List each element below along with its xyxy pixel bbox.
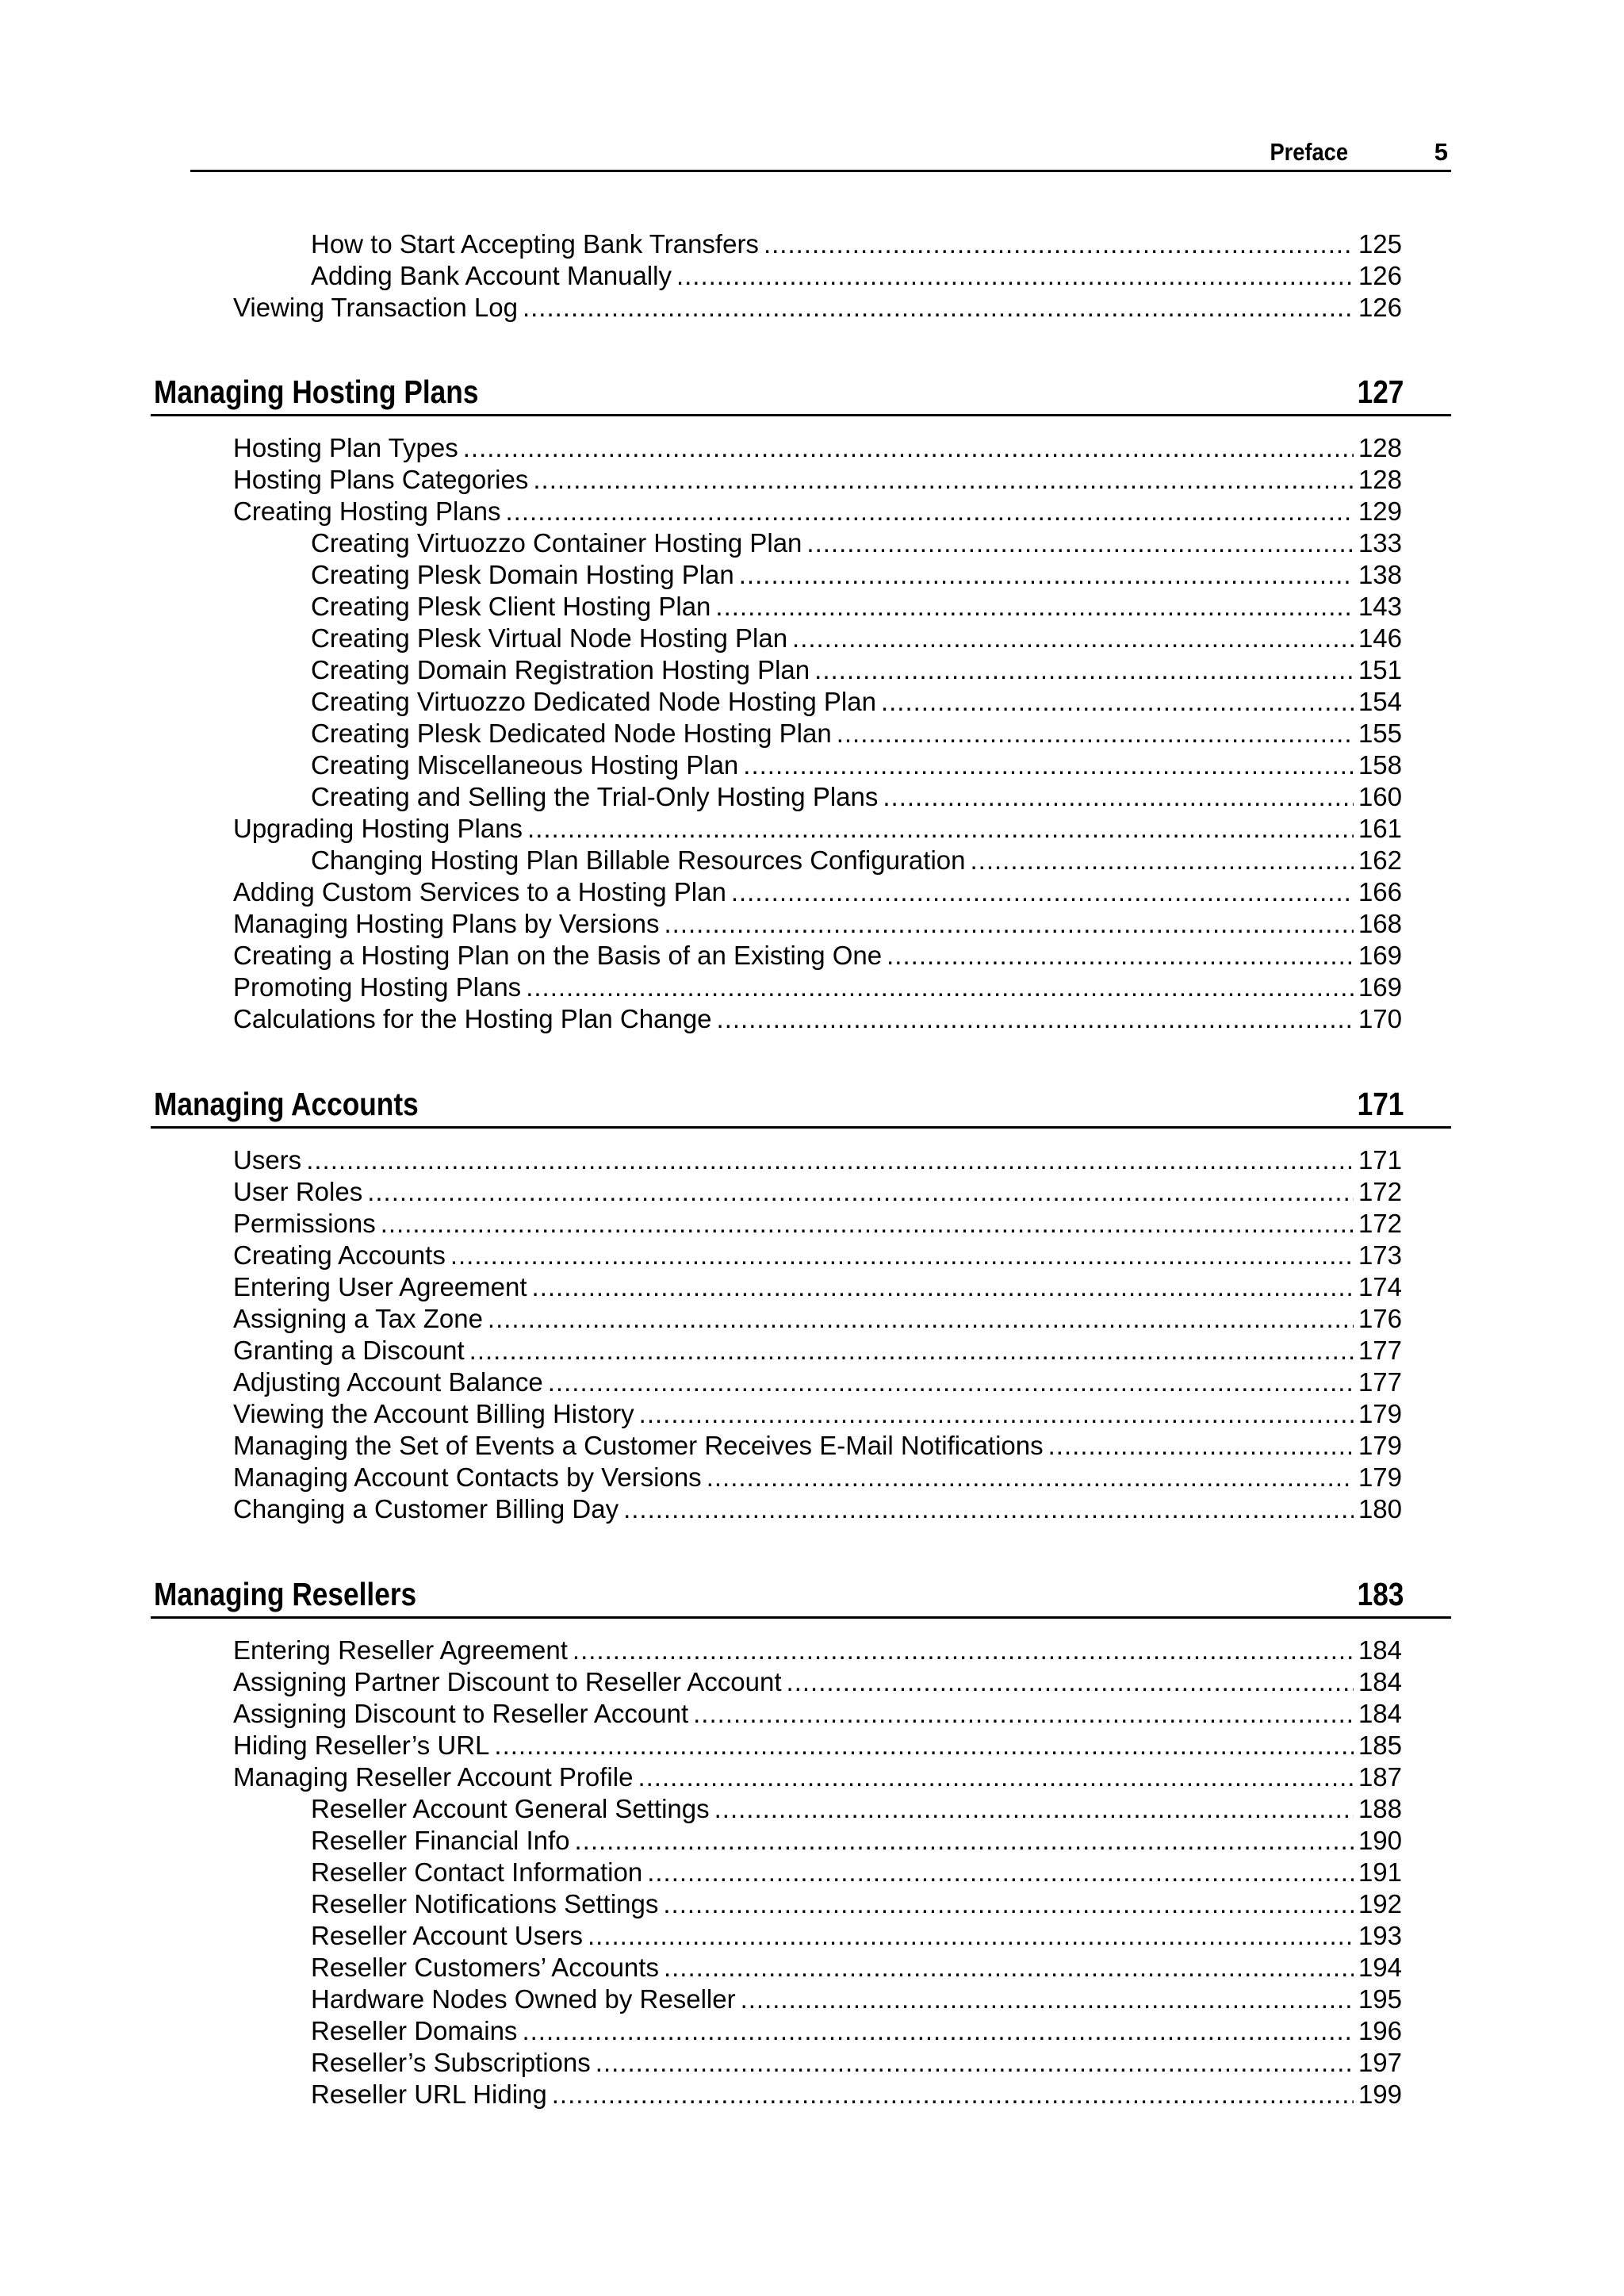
toc-entry-page: 192 (1358, 1889, 1402, 1918)
toc-entry-label: Reseller Account General Settings (311, 1794, 710, 1823)
toc-entry-page: 179 (1358, 1462, 1402, 1492)
dot-leader (488, 1303, 1354, 1335)
toc-entry-label: Hardware Nodes Owned by Reseller (311, 1984, 736, 2014)
dot-leader (741, 1984, 1354, 2015)
dot-leader (506, 496, 1354, 527)
dot-leader (367, 1176, 1354, 1208)
toc-entry-page: 128 (1358, 465, 1402, 494)
dot-leader (806, 527, 1354, 559)
toc-entry-page: 125 (1358, 229, 1402, 259)
toc-entry-label: Reseller Contact Information (311, 1857, 643, 1887)
toc-entry[interactable] (233, 1271, 1402, 1303)
toc-entry-label: Reseller Notifications Settings (311, 1889, 659, 1918)
toc-entry-label: Entering Reseller Agreement (233, 1635, 568, 1665)
toc-entry[interactable] (233, 1303, 1402, 1335)
toc-entry-label: Users (233, 1145, 302, 1175)
dot-leader (588, 1920, 1354, 1952)
dot-leader (450, 1240, 1354, 1271)
toc-entry-page: 180 (1358, 1494, 1402, 1524)
toc-entry-label: Viewing Transaction Log (233, 293, 518, 322)
toc-entry-label: Reseller URL Hiding (311, 2079, 547, 2109)
toc-entry[interactable] (233, 972, 1402, 1003)
toc-entry[interactable] (311, 845, 1402, 876)
toc-entry-label: Creating Plesk Domain Hosting Plan (311, 560, 734, 589)
toc-entry-page: 184 (1358, 1667, 1402, 1696)
toc-entry[interactable] (311, 559, 1402, 591)
chapter-entries-hosting-plans (0, 432, 1624, 1035)
toc-entry[interactable] (233, 292, 1402, 324)
toc-entry[interactable] (311, 1793, 1402, 1825)
toc-entry-page: 184 (1358, 1635, 1402, 1665)
dot-leader (1048, 1430, 1354, 1462)
toc-entry-page: 129 (1358, 496, 1402, 526)
dot-leader (717, 1003, 1354, 1035)
toc-entry-label: Creating Accounts (233, 1240, 446, 1270)
toc-entry[interactable] (233, 432, 1402, 464)
dot-leader (731, 876, 1354, 908)
toc-entry-page: 155 (1358, 719, 1402, 748)
chapter-title: Managing Accounts (154, 1086, 419, 1122)
toc-entry[interactable] (311, 654, 1402, 686)
toc-entry-label: Hosting Plans Categories (233, 465, 529, 494)
toc-entry-label: Assigning a Tax Zone (233, 1304, 483, 1333)
toc-entry[interactable] (233, 1730, 1402, 1761)
toc-entry-label: Reseller Domains (311, 2016, 518, 2045)
toc-entry-label: User Roles (233, 1177, 363, 1206)
toc-entry-label: Calculations for the Hosting Plan Change (233, 1004, 712, 1033)
toc-entry-label: Adjusting Account Balance (233, 1367, 543, 1397)
toc-entry-page: 146 (1358, 623, 1402, 653)
toc-entry[interactable] (233, 1003, 1402, 1035)
toc-entry-page: 173 (1358, 1240, 1402, 1270)
toc-entry-label: Creating Domain Registration Hosting Plan (311, 655, 810, 684)
toc-entry[interactable] (233, 1430, 1402, 1462)
toc-entry[interactable] (233, 813, 1402, 845)
dot-leader (881, 686, 1354, 718)
toc-entry[interactable] (233, 1398, 1402, 1430)
dot-leader (837, 718, 1354, 749)
toc-entry-page: 133 (1358, 528, 1402, 558)
dot-leader (526, 972, 1354, 1003)
toc-entry[interactable] (233, 876, 1402, 908)
toc-entry-page: 179 (1358, 1399, 1402, 1428)
toc-entry[interactable] (311, 2047, 1402, 2079)
chapter-page: 127 (1357, 374, 1404, 410)
toc-entry[interactable] (311, 1920, 1402, 1952)
dot-leader (707, 1462, 1354, 1493)
toc-entry-page: 143 (1358, 592, 1402, 621)
toc-entry-label: Creating Virtuozzo Dedicated Node Hosting Plan (311, 687, 876, 716)
toc-entry[interactable] (311, 1825, 1402, 1857)
dot-leader (548, 1366, 1354, 1398)
toc-entry[interactable] (233, 1176, 1402, 1208)
toc-entry[interactable] (311, 749, 1402, 781)
dot-leader (573, 1635, 1354, 1666)
toc-entry-label: Promoting Hosting Plans (233, 972, 522, 1002)
dot-leader (532, 1271, 1354, 1303)
dot-leader (814, 654, 1354, 686)
toc-entry-label: Adding Custom Services to a Hosting Plan (233, 877, 726, 907)
toc-entry-page: 128 (1358, 433, 1402, 462)
dot-leader (970, 845, 1353, 876)
dot-leader (306, 1144, 1354, 1176)
header-section-title: Preface (1270, 138, 1348, 166)
toc-entry[interactable] (233, 1144, 1402, 1176)
toc-entry[interactable] (311, 591, 1402, 623)
dot-leader (638, 1761, 1353, 1793)
toc-entry-label: Reseller Account Users (311, 1921, 583, 1950)
toc-entry-label: Creating Miscellaneous Hosting Plan (311, 750, 739, 780)
toc-entry-page: 174 (1358, 1272, 1402, 1301)
toc-entry-label: Managing Hosting Plans by Versions (233, 909, 660, 938)
toc-entry-label: How to Start Accepting Bank Transfers (311, 229, 759, 259)
dot-leader (552, 2079, 1354, 2110)
dot-leader (883, 781, 1354, 813)
toc-entry[interactable] (233, 496, 1402, 527)
dot-leader (494, 1730, 1354, 1761)
toc-entry-label: Assigning Partner Discount to Reseller Account (233, 1667, 782, 1696)
toc-entry-label: Creating a Hosting Plan on the Basis of an Existing One (233, 941, 883, 970)
dot-leader (533, 464, 1354, 496)
toc-entry[interactable] (311, 228, 1402, 260)
dot-leader (664, 908, 1353, 940)
toc-entry[interactable] (233, 940, 1402, 972)
chapter-page: 183 (1357, 1576, 1404, 1612)
toc-entry[interactable] (233, 1635, 1402, 1666)
dot-leader (792, 623, 1354, 654)
toc-entry-page: 161 (1358, 814, 1402, 843)
dot-leader (381, 1208, 1354, 1240)
toc-entry-label: Upgrading Hosting Plans (233, 814, 523, 843)
toc-entry-page: 172 (1358, 1177, 1402, 1206)
dot-leader (469, 1335, 1354, 1366)
toc-entry-page: 194 (1358, 1953, 1402, 1982)
toc-entry-label: Assigning Discount to Reseller Account (233, 1699, 689, 1728)
toc-entry-page: 171 (1358, 1145, 1402, 1175)
dot-leader (639, 1398, 1354, 1430)
toc-entry-page: 187 (1358, 1762, 1402, 1792)
toc-entry-page: 195 (1358, 1984, 1402, 2014)
toc-entry-page: 193 (1358, 1921, 1402, 1950)
dot-leader (596, 2047, 1354, 2079)
toc-entry[interactable] (311, 260, 1402, 292)
toc-entry-label: Creating Plesk Virtual Node Hosting Plan (311, 623, 788, 653)
toc-entry[interactable] (233, 1208, 1402, 1240)
toc-entry[interactable] (311, 686, 1402, 718)
toc-entry[interactable] (311, 1984, 1402, 2015)
toc-entry-page: 126 (1358, 261, 1402, 290)
toc-entry-page: 158 (1358, 750, 1402, 780)
toc-entry-page: 160 (1358, 782, 1402, 811)
toc-entry[interactable] (311, 1888, 1402, 1920)
dot-leader (787, 1666, 1354, 1698)
toc-entry-page: 169 (1358, 972, 1402, 1002)
toc-entry[interactable] (311, 781, 1402, 813)
chapter-heading-accounts[interactable] (151, 1087, 1451, 1129)
toc-entry[interactable] (311, 2015, 1402, 2047)
toc-entry[interactable] (311, 1952, 1402, 1984)
toc-entry-label: Changing a Customer Billing Day (233, 1494, 619, 1524)
toc-entry[interactable] (311, 718, 1402, 749)
toc-entry[interactable] (233, 1462, 1402, 1493)
dot-leader (715, 591, 1354, 623)
toc-entry[interactable] (233, 1240, 1402, 1271)
toc-entry-label: Reseller Customers’ Accounts (311, 1953, 659, 1982)
dot-leader (664, 1952, 1354, 1984)
toc-entry[interactable] (233, 1761, 1402, 1793)
toc-entry-page: 162 (1358, 845, 1402, 875)
header-page-number: 5 (1434, 138, 1448, 166)
toc-entry-label: Adding Bank Account Manually (311, 261, 672, 290)
chapter-heading-resellers[interactable] (151, 1577, 1451, 1619)
toc-entry-page: 197 (1358, 2048, 1402, 2077)
dot-leader (676, 260, 1354, 292)
toc-entry-page: 191 (1358, 1857, 1402, 1887)
toc-entry-label: Creating and Selling the Trial-Only Hosting Plans (311, 782, 879, 811)
toc-entry[interactable] (311, 2079, 1402, 2110)
dot-leader (575, 1825, 1354, 1857)
toc-entry-label: Creating Virtuozzo Container Hosting Plan (311, 528, 802, 558)
toc-entry-label: Managing the Set of Events a Customer Receives E-Mail Notifications (233, 1431, 1044, 1460)
toc-entry-page: 177 (1358, 1336, 1402, 1365)
chapter-entries-resellers (0, 1635, 1624, 2110)
toc-entry-label: Hosting Plan Types (233, 433, 458, 462)
dot-leader (743, 749, 1354, 781)
toc-entry[interactable] (311, 623, 1402, 654)
toc-entry[interactable] (233, 1666, 1402, 1698)
dot-leader (764, 228, 1354, 260)
dot-leader (647, 1857, 1354, 1888)
toc-entry-label: Creating Plesk Client Hosting Plan (311, 592, 711, 621)
dot-leader (623, 1493, 1354, 1525)
toc-entry-page: 196 (1358, 2016, 1402, 2045)
chapter-heading-hosting-plans[interactable] (151, 374, 1451, 416)
toc-entry-page: 126 (1358, 293, 1402, 322)
toc-entry-page: 138 (1358, 560, 1402, 589)
toc-entry-page: 199 (1358, 2079, 1402, 2109)
dot-leader (523, 292, 1354, 324)
toc-entry-page: 151 (1358, 655, 1402, 684)
dot-leader (522, 2015, 1354, 2047)
chapter-title: Managing Hosting Plans (154, 374, 479, 410)
dot-leader (463, 432, 1354, 464)
dot-leader (887, 940, 1354, 972)
toc-entry-page: 176 (1358, 1304, 1402, 1333)
toc-entry-label: Permissions (233, 1209, 376, 1238)
toc-entry[interactable] (233, 1493, 1402, 1525)
toc-entry-label: Changing Hosting Plan Billable Resources Configuration (311, 845, 966, 875)
toc-entry-page: 177 (1358, 1367, 1402, 1397)
toc-entry-page: 154 (1358, 687, 1402, 716)
dot-leader (527, 813, 1354, 845)
dot-leader (663, 1888, 1354, 1920)
toc-entry-page: 170 (1358, 1004, 1402, 1033)
toc-entry-label: Entering User Agreement (233, 1272, 527, 1301)
toc-entry[interactable] (233, 464, 1402, 496)
chapter-page: 171 (1357, 1086, 1404, 1122)
toc-entry-label: Reseller’s Subscriptions (311, 2048, 591, 2077)
toc-entry-label: Creating Plesk Dedicated Node Hosting Plan (311, 719, 832, 748)
chapter-title: Managing Resellers (154, 1576, 417, 1612)
toc-entry-page: 179 (1358, 1431, 1402, 1460)
toc-entry-label: Managing Account Contacts by Versions (233, 1462, 702, 1492)
toc-entry-page: 169 (1358, 941, 1402, 970)
dot-leader (693, 1698, 1354, 1730)
dot-leader (714, 1793, 1354, 1825)
toc-entry-page: 185 (1358, 1731, 1402, 1760)
toc-entry-page: 188 (1358, 1794, 1402, 1823)
toc-entry-page: 172 (1358, 1209, 1402, 1238)
toc-entry[interactable] (311, 1857, 1402, 1888)
toc-entry-page: 166 (1358, 877, 1402, 907)
intro-entries (0, 228, 1624, 324)
toc-entry[interactable] (311, 527, 1402, 559)
toc-entry-label: Managing Reseller Account Profile (233, 1762, 634, 1792)
toc-entry-page: 184 (1358, 1699, 1402, 1728)
toc-entry[interactable] (233, 908, 1402, 940)
toc-entry[interactable] (233, 1698, 1402, 1730)
chapter-entries-accounts (0, 1144, 1624, 1525)
toc-entry[interactable] (233, 1366, 1402, 1398)
dot-leader (739, 559, 1354, 591)
toc-entry-label: Creating Hosting Plans (233, 496, 501, 526)
toc-entry-page: 168 (1358, 909, 1402, 938)
toc-entry-label: Viewing the Account Billing History (233, 1399, 634, 1428)
running-header (190, 133, 1451, 172)
toc-entry-label: Granting a Discount (233, 1336, 465, 1365)
toc-entry-label: Hiding Reseller’s URL (233, 1731, 490, 1760)
toc-entry-label: Reseller Financial Info (311, 1826, 570, 1855)
toc-entry[interactable] (233, 1335, 1402, 1366)
toc-entry-page: 190 (1358, 1826, 1402, 1855)
